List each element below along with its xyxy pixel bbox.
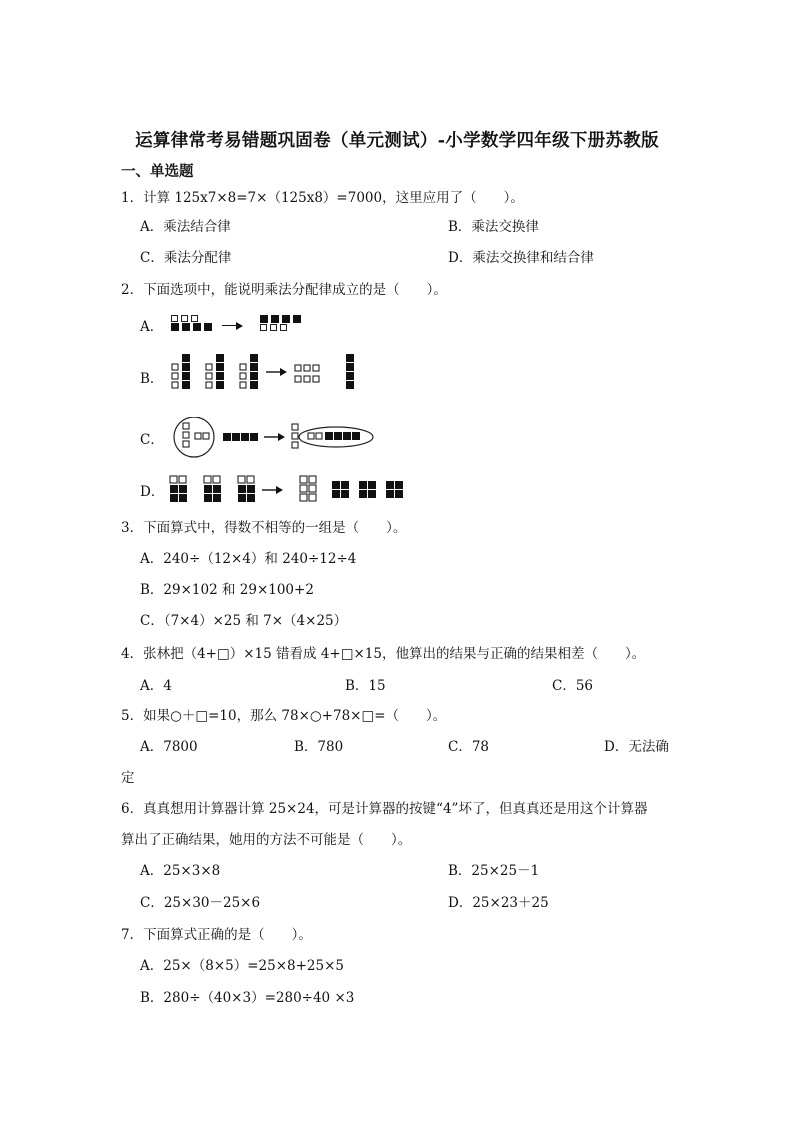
q3-option-c[interactable]: C．（7×4）×25 和 7×（4×25） — [140, 613, 348, 629]
q4-option-c[interactable]: C．56 — [552, 678, 594, 694]
q6-option-d[interactable]: D．25×23＋25 — [448, 895, 549, 911]
arrow-icon — [222, 325, 241, 326]
question-4-stem: 4．张林把（4+□）×15 错看成 4+□×15，他算出的结果与正确的结果相差（ ）。 — [121, 646, 646, 662]
q7-option-b[interactable]: B．280÷（40×3）=280÷40 ×3 — [140, 990, 355, 1006]
q3-option-a[interactable]: A．240÷（12×4）和 240÷12÷4 — [140, 551, 357, 567]
q5-option-b[interactable]: B．780 — [294, 739, 344, 755]
section-heading: 一、单选题 — [121, 163, 194, 180]
q1-option-c[interactable]: C．乘法分配律 — [140, 250, 232, 266]
q5-option-d-continuation: 定 — [121, 770, 135, 786]
q5-option-a[interactable]: A．7800 — [140, 739, 198, 755]
question-6-stem-line2: 算出了正确结果，她用的方法不可能是（ ）。 — [121, 832, 412, 848]
q2-c-figure — [170, 417, 380, 461]
q2-option-b[interactable]: B． — [140, 371, 164, 387]
q6-option-b[interactable]: B．25×25－1 — [448, 863, 540, 879]
q2-a-figure-left — [170, 315, 213, 331]
q1-option-b[interactable]: B．乘法交换律 — [448, 219, 539, 235]
q2-option-d[interactable]: D． — [140, 484, 165, 500]
q2-option-c[interactable]: C． — [140, 432, 164, 448]
q5-option-d[interactable]: D．无法确 — [604, 739, 669, 755]
q1-option-d[interactable]: D．乘法交换律和结合律 — [448, 250, 594, 266]
question-5-stem: 5．如果○＋□=10，那么 78×○+78×□=（ ）。 — [121, 708, 447, 724]
question-6-stem: 6．真真想用计算器计算 25×24，可是计算器的按键“4”坏了，但真真还是用这个计算器 — [121, 801, 648, 817]
q2-option-a[interactable]: A． — [140, 319, 164, 335]
q7-option-a[interactable]: A．25×（8×5）=25×8+25×5 — [140, 958, 345, 974]
q2-b-figure — [168, 353, 368, 395]
page-title: 运算律常考易错题巩固卷（单元测试）-小学数学四年级下册苏教版 — [135, 131, 659, 151]
q3-option-b[interactable]: B．29×102 和 29×100+2 — [140, 582, 314, 598]
q2-a-figure-right — [259, 315, 302, 331]
q5-option-c[interactable]: C．78 — [448, 739, 490, 755]
q1-option-a[interactable]: A．乘法结合律 — [140, 219, 231, 235]
question-2-stem: 2．下面选项中，能说明乘法分配律成立的是（ ）。 — [121, 282, 447, 298]
q4-option-a[interactable]: A．4 — [140, 678, 172, 694]
q4-option-b[interactable]: B．15 — [345, 678, 386, 694]
question-7-stem: 7．下面算式正确的是（ ）。 — [121, 927, 312, 943]
q6-option-c[interactable]: C．25×30－25×6 — [140, 895, 261, 911]
question-3-stem: 3．下面算式中，得数不相等的一组是（ ）。 — [121, 520, 407, 536]
q2-d-figure — [168, 474, 413, 504]
question-1-stem: 1．计算 125x7×8=7×（125x8）=7000，这里应用了（ ）。 — [121, 190, 524, 206]
q6-option-a[interactable]: A．25×3×8 — [140, 863, 221, 879]
